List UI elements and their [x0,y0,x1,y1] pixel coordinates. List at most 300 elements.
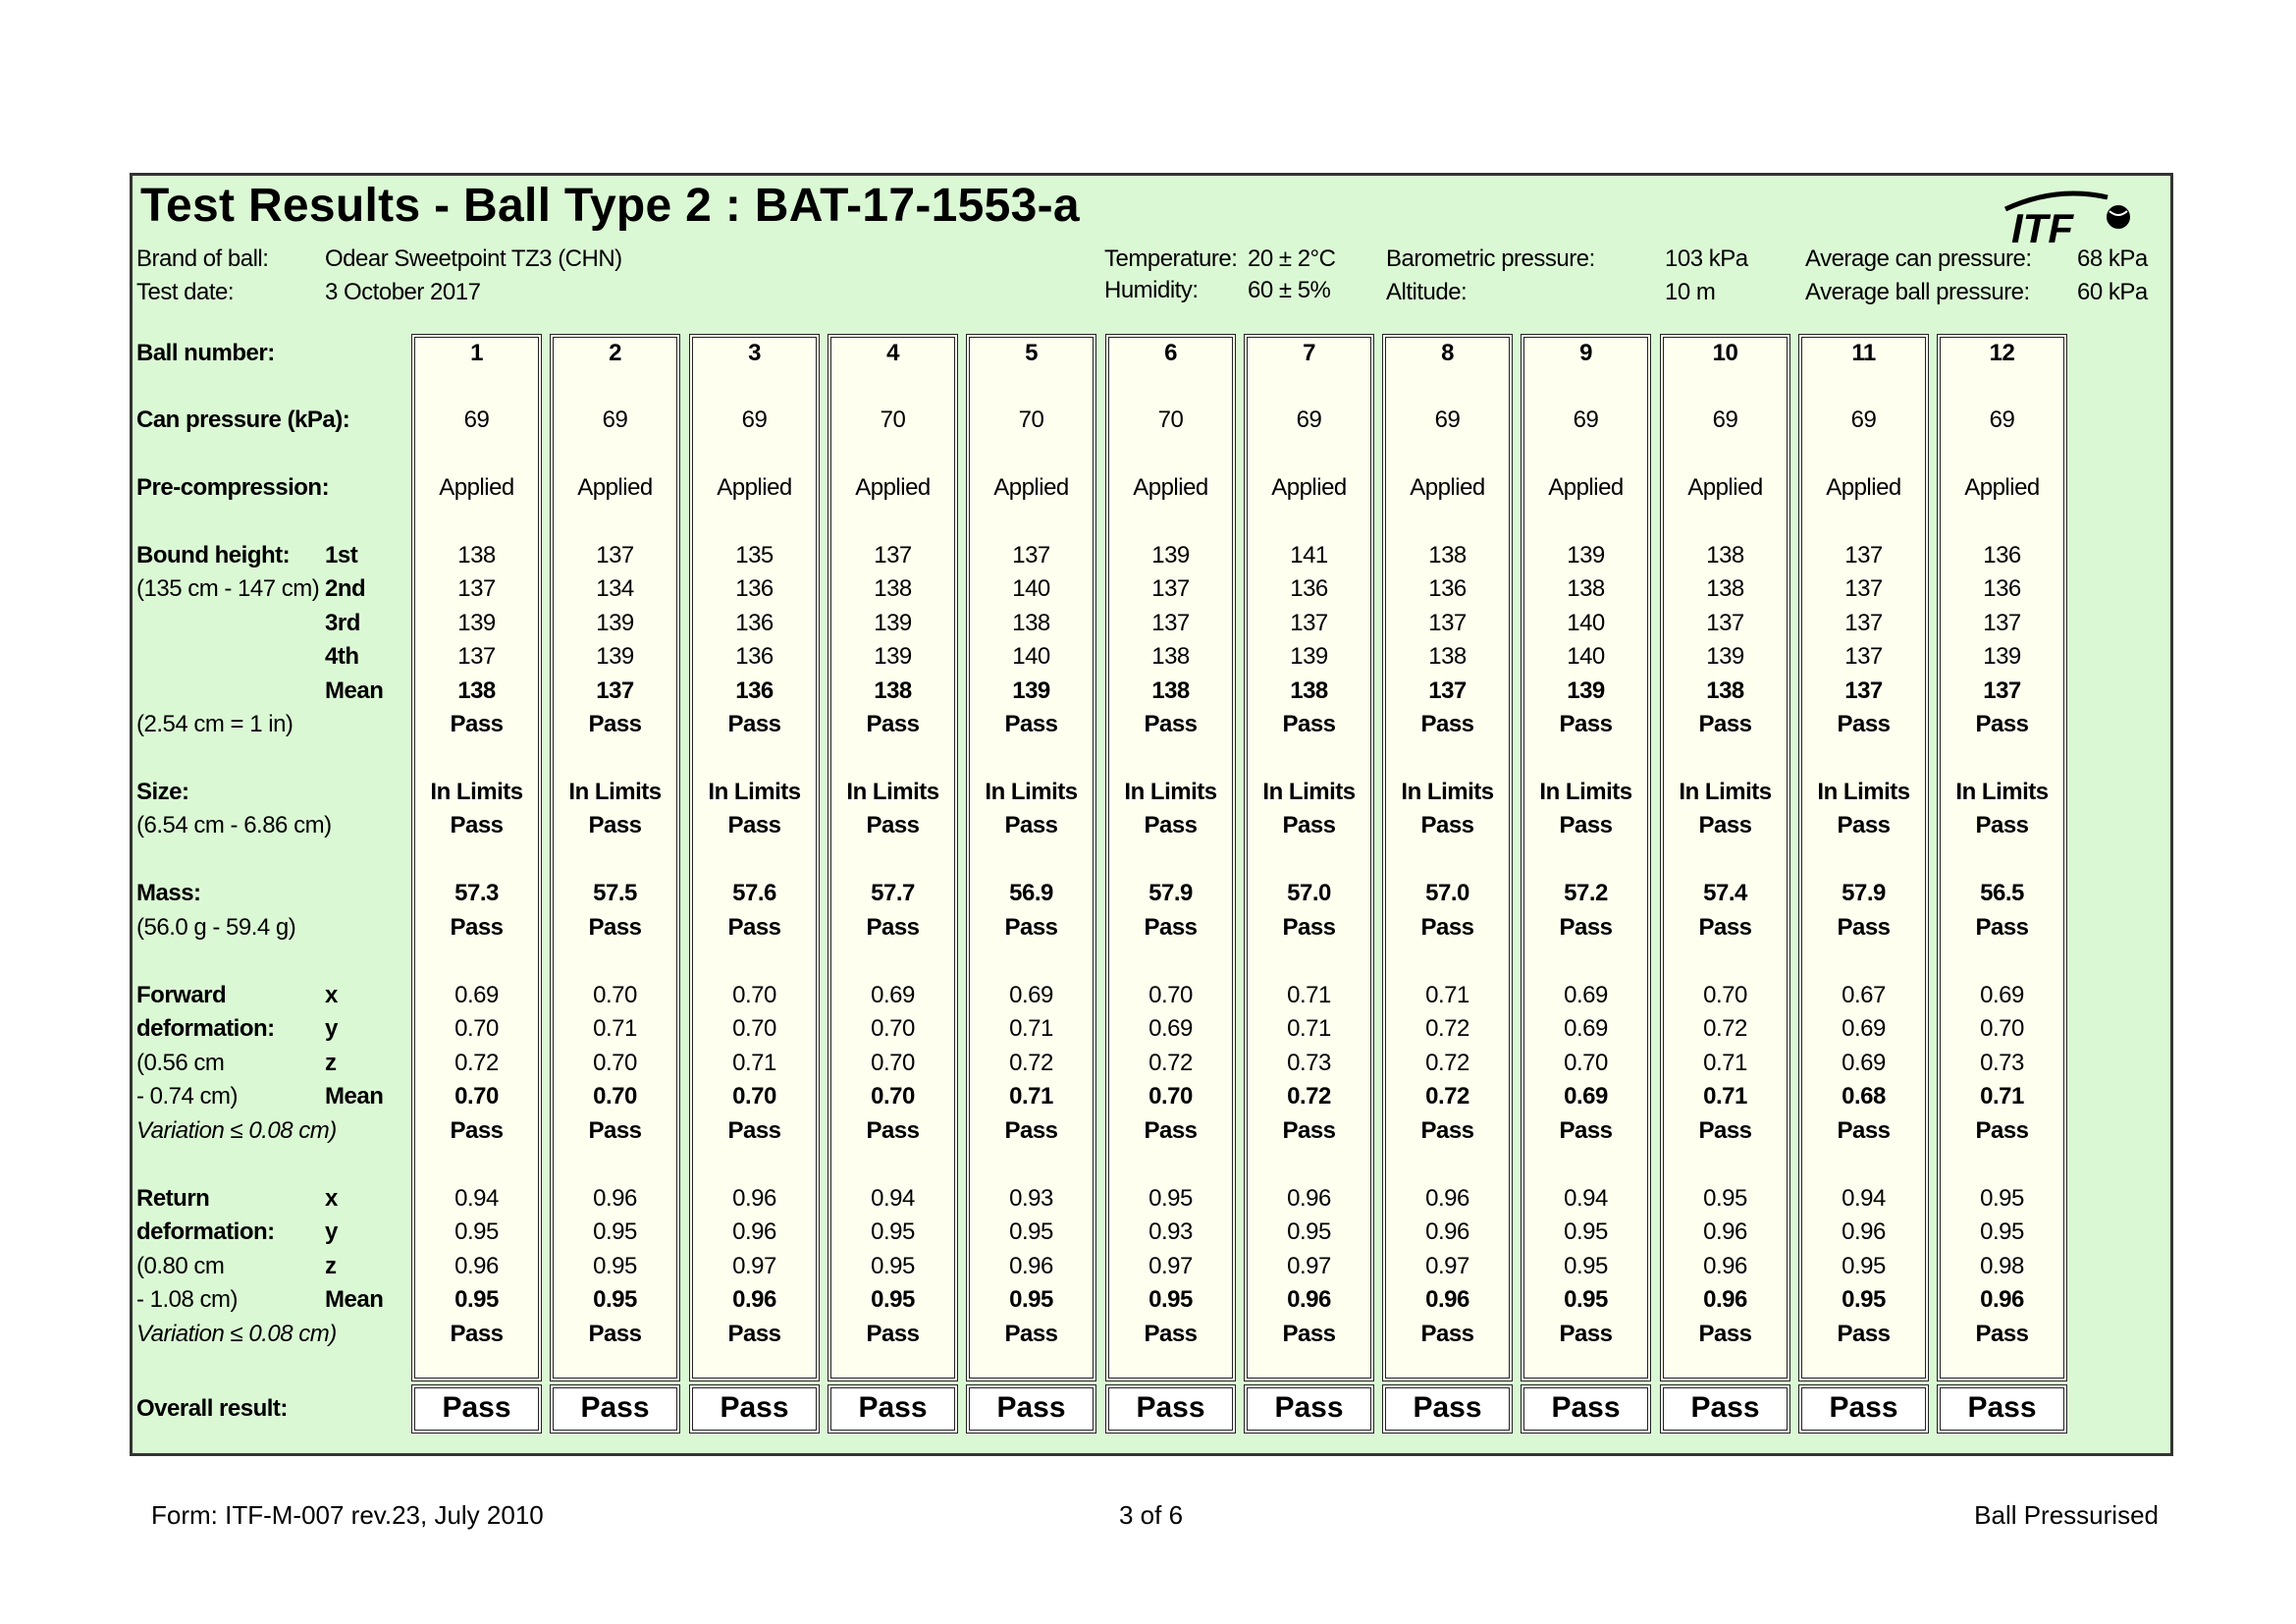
cell-rm: 0.95 [1564,1286,1608,1313]
cell-msp: Pass [866,914,920,941]
cell-fy: 0.72 [1703,1015,1747,1042]
cell-b3: 137 [1983,610,2021,636]
cell-fz: 0.69 [1842,1050,1886,1076]
cell-sz: In Limits [708,779,801,805]
cell-szp: Pass [1698,812,1752,839]
cell-num: 10 [1712,340,1738,366]
label-ball-number: Ball number: [136,340,275,366]
cell-b4: 139 [874,643,912,670]
cell-b1: 137 [874,542,912,568]
cell-msp: Pass [1698,914,1752,941]
altitude-value: 10 m [1665,279,1716,305]
cell-ry: 0.96 [1703,1218,1747,1245]
cell-rp: Pass [1144,1321,1198,1347]
cell-fm: 0.70 [454,1083,499,1110]
cell-pre: Applied [1410,474,1485,501]
label-bound-4th: 4th [325,643,359,670]
label-forward-z: z [325,1050,337,1076]
cell-bp: Pass [1698,711,1752,737]
cell-rp: Pass [866,1321,920,1347]
cell-bp: Pass [1144,711,1198,737]
cell-b2: 140 [1012,575,1050,602]
cell-ry: 0.93 [1148,1218,1193,1245]
cell-bm: 138 [1290,677,1328,704]
cell-b1: 137 [596,542,634,568]
cell-fz: 0.73 [1287,1050,1331,1076]
cell-rz: 0.98 [1980,1253,2024,1279]
cell-fy: 0.72 [1425,1015,1469,1042]
label-mass-range: (56.0 g - 59.4 g) [136,914,296,941]
cell-fz: 0.72 [1148,1050,1193,1076]
cell-fm: 0.72 [1287,1083,1331,1110]
footer-category: Ball Pressurised [1974,1500,2159,1530]
brand-value: Odear Sweetpoint TZ3 (CHN) [325,245,622,272]
cell-fx: 0.70 [732,982,776,1008]
cell-pre: Applied [1271,474,1347,501]
cell-fp: Pass [727,1117,781,1144]
cell-szp: Pass [727,812,781,839]
cell-fm: 0.72 [1425,1083,1469,1110]
label-return-2: deformation: [136,1218,275,1245]
overall-result: Pass [580,1391,650,1424]
cell-rz: 0.97 [732,1253,776,1279]
cell-fy: 0.71 [593,1015,637,1042]
label-forward-1: Forward [136,982,227,1008]
cell-sz: In Limits [985,779,1078,805]
cell-fp: Pass [588,1117,642,1144]
cell-rm: 0.95 [1842,1286,1886,1313]
svg-text:ITF: ITF [2011,205,2073,246]
cell-pre: Applied [993,474,1069,501]
overall-result: Pass [1136,1391,1205,1424]
cell-b4: 139 [596,643,634,670]
cell-pre: Applied [1826,474,1901,501]
cell-ms: 57.6 [732,880,776,906]
cell-b4: 136 [735,643,774,670]
overall-result: Pass [1690,1391,1760,1424]
temperature-label: Temperature: [1104,245,1238,272]
cell-b2: 136 [1428,575,1467,602]
label-forward-y: y [325,1015,338,1042]
cell-b4: 139 [1983,643,2021,670]
cell-fm: 0.71 [1009,1083,1053,1110]
cell-bp: Pass [450,711,504,737]
cell-sz: In Limits [1262,779,1356,805]
label-return-3: (0.80 cm [136,1253,225,1279]
cell-bm: 138 [457,677,496,704]
cell-b2: 138 [874,575,912,602]
cell-bm: 137 [1983,677,2021,704]
cell-rp: Pass [1837,1321,1891,1347]
cell-szp: Pass [1559,812,1613,839]
cell-msp: Pass [1144,914,1198,941]
cell-fx: 0.67 [1842,982,1886,1008]
cell-fx: 0.70 [1148,982,1193,1008]
label-return-mean: Mean [325,1286,384,1313]
cell-szp: Pass [1144,812,1198,839]
cell-ms: 56.5 [1980,880,2024,906]
cell-ms: 57.0 [1425,880,1469,906]
cell-b2: 136 [735,575,774,602]
cell-bm: 138 [1706,677,1744,704]
label-return-z: z [325,1253,337,1279]
cell-msp: Pass [1559,914,1613,941]
cell-fp: Pass [1420,1117,1474,1144]
footer-page: 3 of 6 [1119,1500,1184,1530]
cell-szp: Pass [588,812,642,839]
cell-ry: 0.95 [1287,1218,1331,1245]
cell-bp: Pass [1559,711,1613,737]
cell-fm: 0.70 [1148,1083,1193,1110]
cell-pre: Applied [439,474,514,501]
cell-szp: Pass [1420,812,1474,839]
cell-fz: 0.71 [732,1050,776,1076]
cell-rp: Pass [1975,1321,2029,1347]
cell-rz: 0.96 [1009,1253,1053,1279]
cell-b2: 134 [596,575,634,602]
cell-ry: 0.96 [1425,1218,1469,1245]
cell-b1: 139 [1151,542,1190,568]
cell-b4: 137 [457,643,496,670]
cell-fp: Pass [1559,1117,1613,1144]
cell-msp: Pass [450,914,504,941]
ball-pressure-label: Average ball pressure: [1805,279,2030,305]
cell-fm: 0.69 [1564,1083,1608,1110]
cell-ms: 57.5 [593,880,637,906]
page-title: Test Results - Ball Type 2 : BAT-17-1553-a [140,180,1080,232]
cell-szp: Pass [1837,812,1891,839]
cell-ms: 56.9 [1009,880,1053,906]
label-bound-3rd: 3rd [325,610,360,636]
cell-b4: 139 [1706,643,1744,670]
cell-rp: Pass [1559,1321,1613,1347]
can-pressure-label: Average can pressure: [1805,245,2032,272]
cell-bp: Pass [1282,711,1336,737]
cell-rm: 0.95 [454,1286,499,1313]
cell-num: 9 [1579,340,1592,366]
cell-bm: 138 [874,677,912,704]
cell-can: 69 [1434,406,1461,433]
cell-b3: 136 [735,610,774,636]
cell-ms: 57.0 [1287,880,1331,906]
cell-ry: 0.95 [454,1218,499,1245]
label-forward-3: (0.56 cm [136,1050,225,1076]
cell-rx: 0.95 [1980,1185,2024,1212]
cell-b2: 138 [1567,575,1605,602]
cell-b4: 140 [1567,643,1605,670]
cell-rm: 0.96 [1425,1286,1469,1313]
cell-rm: 0.96 [1980,1286,2024,1313]
label-bound-range: (135 cm - 147 cm) [136,575,320,602]
cell-b3: 138 [1012,610,1050,636]
cell-fx: 0.69 [871,982,915,1008]
humidity-value: 60 ± 5% [1248,277,1331,303]
overall-result: Pass [1274,1391,1344,1424]
cell-fy: 0.70 [1980,1015,2024,1042]
temperature-value: 20 ± 2°C [1248,245,1336,272]
cell-bp: Pass [1004,711,1058,737]
cell-fy: 0.70 [732,1015,776,1042]
cell-rm: 0.96 [1287,1286,1331,1313]
cell-b1: 138 [1428,542,1467,568]
cell-num: 2 [609,340,621,366]
cell-fz: 0.72 [454,1050,499,1076]
cell-b1: 138 [457,542,496,568]
cell-ms: 57.4 [1703,880,1747,906]
label-return-y: y [325,1218,338,1245]
cell-num: 6 [1164,340,1177,366]
cell-b3: 137 [1290,610,1328,636]
cell-msp: Pass [1420,914,1474,941]
cell-rz: 0.97 [1148,1253,1193,1279]
cell-fy: 0.70 [454,1015,499,1042]
cell-fz: 0.72 [1425,1050,1469,1076]
cell-rx: 0.96 [593,1185,637,1212]
cell-fp: Pass [866,1117,920,1144]
cell-fz: 0.70 [593,1050,637,1076]
cell-rm: 0.96 [1703,1286,1747,1313]
cell-b1: 137 [1012,542,1050,568]
cell-fx: 0.71 [1287,982,1331,1008]
cell-fx: 0.69 [1564,982,1608,1008]
cell-rp: Pass [1420,1321,1474,1347]
cell-rp: Pass [727,1321,781,1347]
cell-ry: 0.96 [1842,1218,1886,1245]
cell-b4: 140 [1012,643,1050,670]
cell-fy: 0.70 [871,1015,915,1042]
cell-fm: 0.70 [871,1083,915,1110]
overall-result: Pass [996,1391,1066,1424]
cell-rm: 0.95 [1148,1286,1193,1313]
label-return-4: - 1.08 cm) [136,1286,239,1313]
cell-fy: 0.69 [1564,1015,1608,1042]
cell-b3: 137 [1151,610,1190,636]
cell-b1: 135 [735,542,774,568]
cell-rp: Pass [1698,1321,1752,1347]
cell-bm: 137 [596,677,634,704]
cell-sz: In Limits [568,779,662,805]
cell-fx: 0.71 [1425,982,1469,1008]
cell-pre: Applied [855,474,931,501]
cell-b1: 141 [1290,542,1328,568]
cell-num: 11 [1851,340,1876,366]
cell-rx: 0.94 [1564,1185,1608,1212]
cell-pre: Applied [1964,474,2040,501]
cell-b2: 138 [1706,575,1744,602]
label-bound-mean: Mean [325,677,384,704]
cell-bp: Pass [866,711,920,737]
cell-msp: Pass [1837,914,1891,941]
label-size: Size: [136,779,189,805]
cell-sz: In Limits [1401,779,1494,805]
cell-fx: 0.69 [1980,982,2024,1008]
cell-b4: 137 [1844,643,1883,670]
cell-rz: 0.95 [1564,1253,1608,1279]
cell-bm: 137 [1428,677,1467,704]
cell-can: 69 [741,406,768,433]
altitude-label: Altitude: [1386,279,1468,305]
cell-fp: Pass [1282,1117,1336,1144]
cell-msp: Pass [588,914,642,941]
cell-szp: Pass [1282,812,1336,839]
cell-fp: Pass [450,1117,504,1144]
cell-b2: 137 [1151,575,1190,602]
cell-fm: 0.70 [732,1083,776,1110]
cell-can: 70 [1157,406,1184,433]
cell-can: 69 [1712,406,1738,433]
cell-can: 70 [1018,406,1044,433]
cell-b3: 139 [596,610,634,636]
cell-fm: 0.71 [1980,1083,2024,1110]
cell-b2: 136 [1290,575,1328,602]
cell-rx: 0.96 [732,1185,776,1212]
label-bound-1st: 1st [325,542,358,568]
cell-pre: Applied [717,474,792,501]
cell-fz: 0.73 [1980,1050,2024,1076]
cell-num: 12 [1989,340,2015,366]
cell-fp: Pass [1837,1117,1891,1144]
cell-rx: 0.93 [1009,1185,1053,1212]
cell-pre: Applied [577,474,653,501]
overall-result: Pass [858,1391,928,1424]
cell-bp: Pass [1837,711,1891,737]
label-forward-mean: Mean [325,1083,384,1110]
cell-ry: 0.95 [871,1218,915,1245]
cell-sz: In Limits [1955,779,2049,805]
label-can-pressure: Can pressure (kPa): [136,406,350,433]
cell-rp: Pass [588,1321,642,1347]
label-bound-height: Bound height: [136,542,291,568]
brand-label: Brand of ball: [136,245,269,272]
cell-b1: 137 [1844,542,1883,568]
cell-b1: 139 [1567,542,1605,568]
cell-sz: In Limits [846,779,939,805]
cell-rz: 0.97 [1425,1253,1469,1279]
cell-can: 69 [1850,406,1877,433]
cell-fp: Pass [1975,1117,2029,1144]
cell-sz: In Limits [1124,779,1217,805]
cell-rx: 0.94 [1842,1185,1886,1212]
cell-can: 70 [880,406,906,433]
label-overall: Overall result: [136,1395,288,1422]
cell-num: 1 [470,340,483,366]
cell-b1: 136 [1983,542,2021,568]
cell-bm: 139 [1012,677,1050,704]
cell-num: 8 [1441,340,1454,366]
barometric-label: Barometric pressure: [1386,245,1595,272]
cell-bm: 138 [1151,677,1190,704]
cell-rz: 0.97 [1287,1253,1331,1279]
cell-b3: 139 [874,610,912,636]
ball-pressure-value: 60 kPa [2077,279,2148,305]
cell-b3: 139 [457,610,496,636]
cell-b3: 137 [1706,610,1744,636]
cell-bm: 139 [1567,677,1605,704]
cell-rz: 0.95 [593,1253,637,1279]
cell-fp: Pass [1698,1117,1752,1144]
cell-b4: 139 [1290,643,1328,670]
label-return-1: Return [136,1185,210,1212]
cell-can: 69 [463,406,490,433]
cell-msp: Pass [727,914,781,941]
cell-szp: Pass [1004,812,1058,839]
cell-fx: 0.69 [1009,982,1053,1008]
cell-sz: In Limits [1539,779,1632,805]
cell-bm: 137 [1844,677,1883,704]
cell-rx: 0.96 [1425,1185,1469,1212]
label-mass: Mass: [136,880,201,906]
cell-fz: 0.72 [1009,1050,1053,1076]
overall-result: Pass [720,1391,789,1424]
overall-result: Pass [1829,1391,1898,1424]
cell-szp: Pass [866,812,920,839]
test-date-value: 3 October 2017 [325,279,481,305]
cell-b2: 137 [1844,575,1883,602]
cell-ry: 0.95 [1009,1218,1053,1245]
cell-fp: Pass [1144,1117,1198,1144]
cell-bp: Pass [727,711,781,737]
label-forward-4: - 0.74 cm) [136,1083,239,1110]
cell-b2: 137 [457,575,496,602]
cell-ms: 57.7 [871,880,915,906]
cell-bm: 136 [735,677,774,704]
cell-msp: Pass [1975,914,2029,941]
label-return-x: x [325,1185,338,1212]
cell-pre: Applied [1687,474,1763,501]
cell-fy: 0.71 [1287,1015,1331,1042]
cell-rz: 0.95 [1842,1253,1886,1279]
cell-rp: Pass [1004,1321,1058,1347]
footer-form: Form: ITF-M-007 rev.23, July 2010 [151,1500,544,1530]
cell-fz: 0.71 [1703,1050,1747,1076]
cell-can: 69 [602,406,628,433]
cell-sz: In Limits [1679,779,1772,805]
cell-can: 69 [1296,406,1322,433]
overall-result: Pass [1551,1391,1621,1424]
label-forward-2: deformation: [136,1015,275,1042]
cell-num: 5 [1025,340,1038,366]
cell-can: 69 [1989,406,2015,433]
cell-b4: 138 [1151,643,1190,670]
cell-fp: Pass [1004,1117,1058,1144]
cell-bp: Pass [588,711,642,737]
test-date-label: Test date: [136,279,235,305]
cell-sz: In Limits [1817,779,1910,805]
cell-ms: 57.3 [454,880,499,906]
cell-bp: Pass [1975,711,2029,737]
cell-rx: 0.95 [1703,1185,1747,1212]
cell-fy: 0.69 [1148,1015,1193,1042]
can-pressure-value: 68 kPa [2077,245,2148,272]
cell-rx: 0.94 [454,1185,499,1212]
cell-b4: 138 [1428,643,1467,670]
cell-msp: Pass [1004,914,1058,941]
cell-rm: 0.95 [871,1286,915,1313]
itf-logo [1998,184,2135,246]
cell-b1: 138 [1706,542,1744,568]
cell-ms: 57.9 [1842,880,1886,906]
cell-fx: 0.70 [1703,982,1747,1008]
cell-b3: 137 [1428,610,1467,636]
cell-ms: 57.2 [1564,880,1608,906]
cell-ms: 57.9 [1148,880,1193,906]
cell-fm: 0.68 [1842,1083,1886,1110]
label-forward-x: x [325,982,338,1008]
page-footer [0,1500,2296,1540]
cell-fz: 0.70 [871,1050,915,1076]
cell-fm: 0.70 [593,1083,637,1110]
cell-rz: 0.96 [1703,1253,1747,1279]
